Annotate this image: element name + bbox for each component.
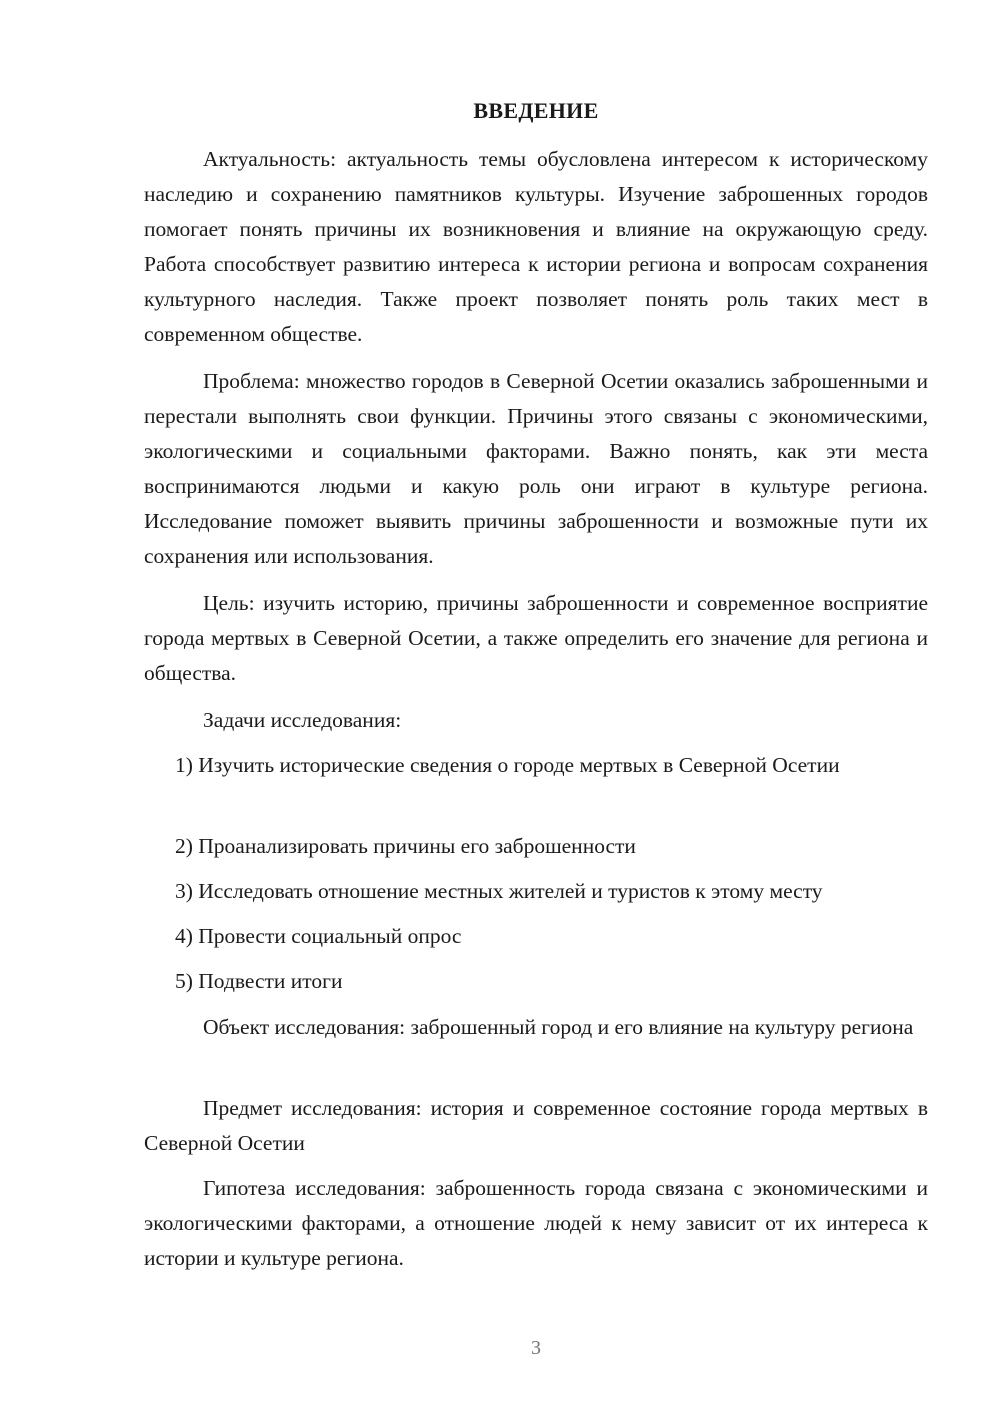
subject-paragraph: Предмет исследования: история и современное состояние города мертвых в Северной Осетии <box>144 1096 928 1155</box>
object-paragraph: Объект исследования: заброшенный город и его влияние на культуру региона <box>203 1015 914 1039</box>
task-item-4: 4) Провести социальный опрос <box>175 924 462 948</box>
task-item-1: 1) Изучить исторические сведения о городе мертвых в Северной Осетии <box>175 753 840 777</box>
relevance-paragraph: Актуальность: актуальность темы обусловлена интересом к историческому наследию и сохранению памятников культуры. Изучение заброшенных городов помогает понять причины их возникновения и влияние на окружающую среду. Работа способствует развитию интереса к истории региона и вопросам сохранения культурного наследия. Также проект позволяет понять роль таких мест в современном обществе. <box>144 147 928 346</box>
section-heading: ВВЕДЕНИЕ <box>473 98 599 123</box>
task-item-3: 3) Исследовать отношение местных жителей и туристов к этому месту <box>175 879 823 903</box>
task-item-5: 5) Подвести итоги <box>175 969 343 993</box>
problem-paragraph: Проблема: множество городов в Северной Осетии оказались заброшенными и перестали выполнять свои функции. Причины этого связаны с экономическими, экологическими и социальными факторами. Важно понять, как эти места воспринимаются людьми и какую роль они играют в культуре региона. Исследование поможет выявить причины заброшенности и возможные пути их сохранения или использования. <box>144 369 928 568</box>
task-item-2: 2) Проанализировать причины его заброшенности <box>175 834 636 858</box>
goal-paragraph: Цель: изучить историю, причины заброшенности и современное восприятие города мертвых в Северной Осетии, а также определить его значение для региона и общества. <box>144 591 928 685</box>
hypothesis-paragraph: Гипотеза исследования: заброшенность города связана с экономическими и экологическими факторами, а отношение людей к нему зависит от их интереса к истории и культуре региона. <box>144 1176 928 1270</box>
page-number: 3 <box>531 1337 541 1359</box>
tasks-heading: Задачи исследования: <box>203 708 402 732</box>
